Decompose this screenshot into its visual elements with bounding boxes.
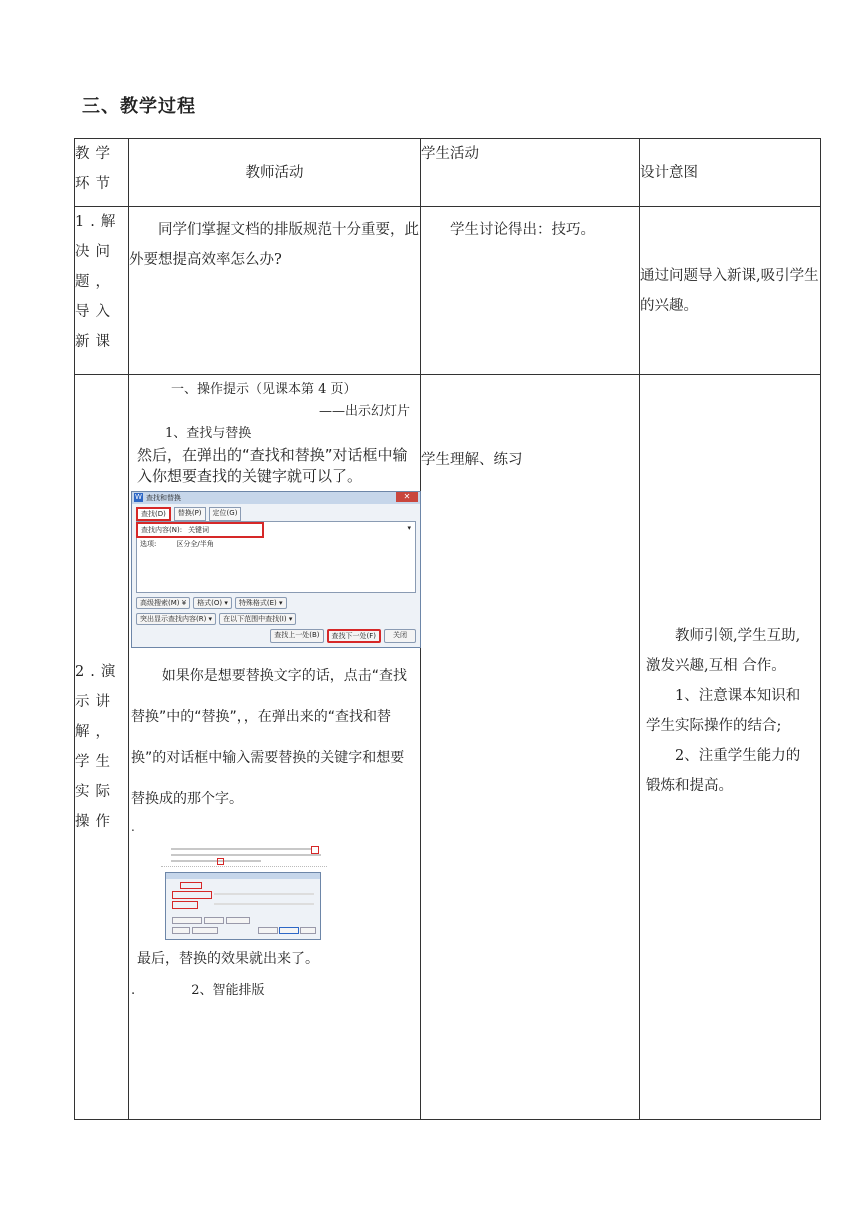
header-teacher: 教师活动 xyxy=(129,139,421,207)
row2-teacher xyxy=(129,375,421,1120)
subheading-smart-layout: 2、智能排版 xyxy=(191,983,265,998)
thumb-dialog xyxy=(165,872,321,940)
dialog-title: 查找和替换 xyxy=(146,494,181,502)
row1-student: 学生讨论得出：技巧。 xyxy=(421,207,640,375)
dialog-range-buttons xyxy=(132,613,420,629)
options-row xyxy=(137,538,415,550)
table-row xyxy=(75,207,821,375)
tab-replace: 替换(P) xyxy=(174,507,206,521)
options-label: 选项: xyxy=(140,540,157,548)
dialog-title-bar xyxy=(132,492,420,504)
find-value: 关键词 xyxy=(188,526,210,534)
dot-line: . xyxy=(131,820,135,834)
result-paragraph: 最后，替换的效果就出来了。 xyxy=(137,951,319,967)
table-header-row xyxy=(75,139,821,207)
tip-line: 一、操作提示（见课本第 4 页） xyxy=(171,382,357,397)
thumb-text-block xyxy=(161,844,327,867)
row2-student: 学生理解、练习 xyxy=(421,375,640,1120)
section-title: 三、教学过程 xyxy=(82,96,196,117)
dialog-panel xyxy=(136,521,416,593)
dialog-tabs xyxy=(132,504,420,521)
header-stage: 教学环节 xyxy=(75,139,129,207)
row1-intent: 通过问题导入新课,吸引学生的兴趣。 xyxy=(640,207,821,375)
row1-teacher: 同学们掌握文档的排版规范十分重要，此外要想提高效率怎么办? xyxy=(129,207,421,375)
options-value: 区分全/半角 xyxy=(176,540,214,548)
smart-layout-line xyxy=(131,980,418,1002)
table-row xyxy=(75,375,821,1120)
close-icon: ✕ xyxy=(396,492,418,502)
subheading-find-replace: 1、查找与替换 xyxy=(165,426,252,441)
row1-stage: 1.解决问题，导入新课 xyxy=(75,207,129,375)
dialog-close-button: 关闭 xyxy=(384,629,416,643)
find-label: 查找内容(N): xyxy=(141,526,183,534)
find-next-button: 查找下一处(F) xyxy=(327,629,382,643)
intent-para-2: 1、注意课本知识和学生实际操作的结合; xyxy=(646,688,801,734)
range-button: 在以下范围中查找(I) ▾ xyxy=(219,613,296,625)
dot-mark: . xyxy=(131,983,136,998)
intent-para-3: 2、注重学生能力的锻炼和提高。 xyxy=(646,748,801,794)
replace-example-screenshot xyxy=(161,844,327,944)
teaching-process-table xyxy=(74,138,821,1120)
tab-find: 查找(D) xyxy=(136,507,171,521)
header-student: 学生活动 xyxy=(421,139,640,207)
find-prev-button: 查找上一处(B) xyxy=(270,629,323,643)
row2-intent xyxy=(640,375,821,1120)
dialog-action-buttons xyxy=(132,629,420,647)
slide-line: ——出示幻灯片 xyxy=(318,404,410,419)
replace-paragraph: 如果你是想要替换文字的话，点击“查找替换”中的“替换”，，在弹出来的“查找和替换”的对话框中输入需要替换的关键字和想要替换成的那个字。 xyxy=(131,668,408,807)
find-replace-dialog-screenshot xyxy=(131,491,421,648)
tab-goto: 定位(G) xyxy=(209,507,242,521)
advanced-search-button: 高级搜索(M) ¥ xyxy=(136,597,190,609)
find-field-row xyxy=(136,522,264,538)
chevron-down-icon: ▾ xyxy=(407,524,411,532)
find-paragraph: 然后，在弹出的“查找和替换”对话框中输入你想要查找的关键字就可以了。 xyxy=(137,446,408,485)
format-button: 格式(O) ▾ xyxy=(193,597,232,609)
row2-stage: 2.演示讲解，学生实际操作 xyxy=(75,375,129,1120)
special-format-button: 特殊格式(E) ▾ xyxy=(235,597,287,609)
dialog-option-buttons xyxy=(132,593,420,613)
intent-para-1: 教师引领,学生互助,激发兴趣,互相 合作。 xyxy=(646,628,801,674)
highlight-button: 突出显示查找内容(R) ▾ xyxy=(136,613,216,625)
header-intent: 设计意图 xyxy=(640,139,821,207)
app-logo-icon: W xyxy=(135,493,142,501)
